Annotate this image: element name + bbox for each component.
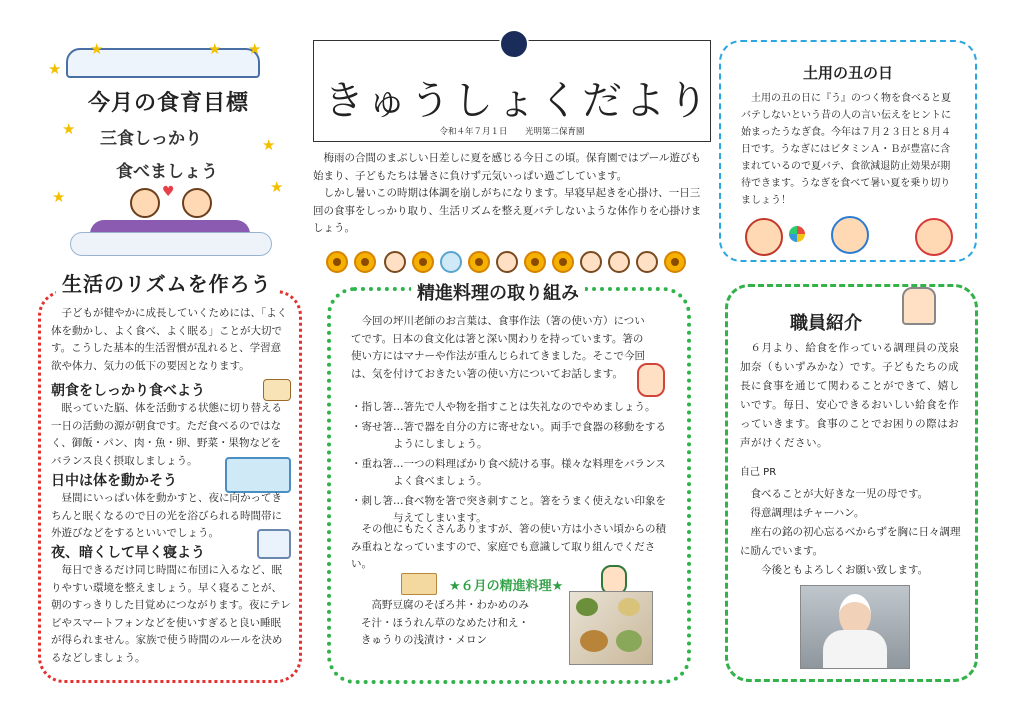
doyo-text: 土用の丑の日に『う』のつく物を食べると夏バテしないという昔の人の言い伝えをヒントに始まったうなぎ食。今年は７月２３日と８月４日です。うなぎにはビタミンＡ・Ｂが豊富に含まれているので夏バテ、食欲減退防止効果が期待できます。うなぎを食べて暑い夏を乗り切りましょう！	[741, 93, 951, 206]
child-face-icon	[580, 251, 602, 273]
pr-line-3: 座右の銘の初心忘るべからずを胸に日々調理に励んでいます。	[740, 526, 961, 557]
daytime-heading: 日中は体を動かそう	[51, 473, 177, 489]
star-icon: ★	[62, 120, 76, 138]
sleeping-child-icon	[257, 529, 291, 559]
shojin-outro: その他にもたくさんありますが、箸の使い方は小さい頃からの積み重ねとなっていますので、家庭でも意識して取り組んでください。	[351, 523, 666, 570]
goal-title: 今月の食育目標	[88, 91, 250, 116]
closing-line: 今後ともよろしくお願い致します。	[761, 564, 929, 576]
child-eating-icon	[637, 363, 665, 397]
star-icon: ★	[248, 40, 262, 58]
cook-illustration-icon	[902, 287, 936, 325]
night-heading: 夜、暗くして早く寝よう	[51, 545, 205, 561]
star-icon: ★	[208, 40, 222, 58]
june-menu	[361, 597, 571, 650]
menu-line-1: 高野豆腐のそぼろ丼・わかめのみ	[371, 599, 529, 611]
sunflower-icon	[354, 251, 376, 273]
breakfast-text: 眠っていた脳、体を活動する状態に切り替える一日の活動の源が朝食です。ただ食べるのではなく、御飯・パン、肉・魚・卵、野菜・果物などをバランス良く摂取しましょう。	[51, 402, 282, 467]
goal-line-2: 食べましょう	[116, 162, 218, 182]
star-icon: ★	[48, 60, 62, 78]
sunflower-icon	[468, 251, 490, 273]
rhythm-intro: 子どもが健やかに成長していくためには、「よく体を動かし、よく食べ、よく眠る」ことが大切です。こうした基本的生活習慣が乱れると、学習意欲や体力、気力の低下の要因となります。	[51, 307, 288, 372]
logo-emblem-icon	[499, 29, 529, 59]
tofu-icon	[401, 573, 437, 595]
chopstick-rules-list	[351, 399, 671, 528]
menu-line-3: きゅうりの浅漬け・メロン	[361, 634, 487, 646]
june-meal-photo	[569, 591, 653, 665]
child-face-icon	[496, 251, 518, 273]
self-pr-label: 自己 PR	[740, 467, 777, 478]
doyo-title: 土用の丑の日	[802, 64, 893, 82]
staff-photo	[800, 585, 910, 669]
daytime-text: 昼間にいっぱい体を動かすと、夜に向かってきちんと眠くなるので日の光を浴びられる時間帯に外遊びなどをするといいでしょう。	[51, 492, 282, 539]
water-splash-icon	[440, 251, 462, 273]
self-pr	[740, 485, 966, 580]
star-icon: ★	[270, 178, 284, 196]
newsletter-header	[313, 40, 711, 142]
rhythm-box	[38, 290, 302, 683]
shojin-box	[327, 283, 691, 684]
list-item: ・重ね箸…一つの料理ばかり食べ続ける事。様々な料理をバランスよく食べましょう。	[351, 457, 666, 487]
breakfast-heading: 朝食をしっかり食べよう	[51, 383, 205, 399]
night-text: 毎日できるだけ同じ時間に布団に入るなど、眠りやすい環境を整えましょう。早く寝ることが、朝のすっきりした目覚めにつながります。夜にテレビやスマートフォンなどを使いすぎると良い睡眠が得られません。家族で使う時間のルールを決めるなどしましょう。	[51, 564, 291, 664]
menu-line-2: そ汁・ほうれん草のなめたけ和え・	[361, 616, 529, 629]
staff-box	[725, 284, 978, 682]
shojin-title: 精進料理の取り組み	[411, 279, 585, 305]
organization-name: 光明第二保育園	[524, 127, 585, 137]
sunflower-icon	[326, 251, 348, 273]
sunflower-icon	[524, 251, 546, 273]
rhythm-title: 生活のリズムを作ろう	[56, 268, 278, 297]
child-face-icon	[608, 251, 630, 273]
list-item: ・寄せ箸…箸で器を自分の方に寄せない。両手で食器の移動をするようにしましょう。	[351, 420, 666, 450]
shojin-intro: 今回の坪川老師のお言葉は、食事作法（箸の使い方）についてです。日本の食文化は箸と深い関わりを持っています。箸の使い方にはマナーや作法が重んじられてきました。そこで今回は、気を付けておきたい箸の使い方についてお話します。	[351, 315, 645, 380]
intro-paragraph-2: しかし暑いこの時期は体調を崩しがちになります。早寝早起きを心掛け、一日三回の食事をしっかり取り、生活リズムを整え夏バテしないような体作りを心掛けましょう。	[313, 187, 702, 234]
pool-play-icon	[225, 457, 291, 493]
goal-line-1: 三食しっかり	[100, 129, 202, 149]
breakfast-icon	[263, 379, 291, 401]
pr-line-2: 得意調理はチャーハン。	[750, 507, 865, 519]
issue-date: 令和４年７月１日	[439, 127, 508, 137]
child-face-icon	[384, 251, 406, 273]
list-item: ・指し箸…箸先で人や物を指すことは失礼なのでやめましょう。	[351, 401, 656, 413]
june-menu-title: ★６月の精進料理★	[449, 579, 564, 594]
intro-text	[313, 150, 705, 238]
staff-intro: ６月より、給食を作っている調理員の茂泉加奈（もいずみかな）です。子どもたちの成長に食事を通じて関わることができて、嬉しいです。毎日、安心できるおいしい給食を作っていきます。食事のことでお困りの際はお声がけください。	[740, 342, 960, 449]
star-icon: ★	[90, 40, 104, 58]
sunflower-icon	[664, 251, 686, 273]
kids-swimming-illustration	[739, 212, 959, 256]
child-face-icon	[636, 251, 658, 273]
star-icon: ★	[262, 136, 276, 154]
intro-paragraph-1: 梅雨の合間のまぶしい日差しに夏を感じる今日この頃。保育園ではプール遊びも始まり、子どもたちは暑さに負けず元気いっぱい過ごしています。	[313, 152, 701, 182]
sunflower-icon	[412, 251, 434, 273]
newsletter-title: きゅうしょくだより	[324, 78, 711, 124]
star-icon: ★	[52, 188, 66, 206]
doyo-ushi-box	[719, 40, 977, 262]
list-item: ・刺し箸…食べ物を箸で突き刺すこと。箸をうまく使えない印象を与えてしまいます。	[351, 494, 666, 524]
sunflower-icon	[552, 251, 574, 273]
pr-line-1: 食べることが大好きな一児の母です。	[750, 488, 929, 500]
dateline	[314, 125, 710, 137]
staff-title: 職員紹介	[790, 313, 862, 334]
kids-on-bridge-illustration: ♥	[70, 184, 270, 256]
